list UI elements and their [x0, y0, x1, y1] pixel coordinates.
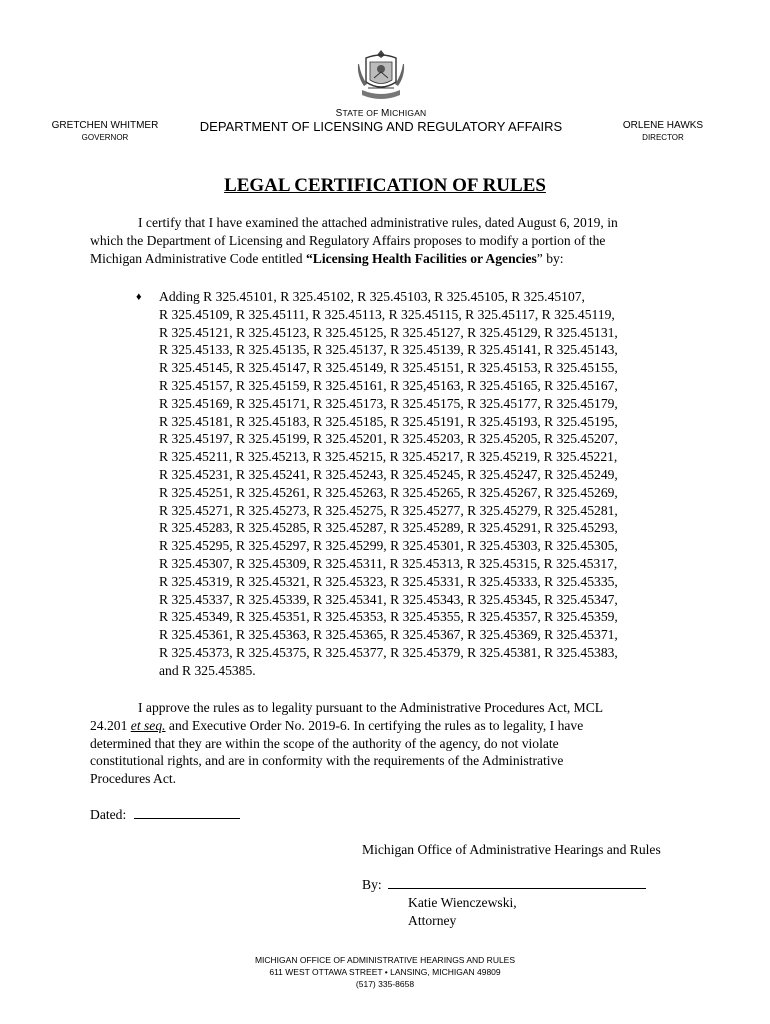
footer-office: MICHIGAN OFFICE OF ADMINISTRATIVE HEARINGS AND RULES [254, 955, 516, 965]
footer-address: 611 WEST OTTAWA STREET • LANSING, MICHIGAN 49809 [269, 967, 501, 977]
rules-line: R 325.45197, R 325.45199, R 325.45201, R 325.45203, R 325.45205, R 325.45207, [159, 431, 618, 447]
approve-line-5: Procedures Act. [90, 771, 177, 787]
certify-line-3: Michigan Administrative Code entitled “Licensing Health Facilities or Agencies” by: [90, 250, 564, 266]
rules-line: R 325.45251, R 325.45261, R 325.45263, R 325.45265, R 325.45267, R 325.45269, [159, 484, 618, 500]
rules-line: R 325.45109, R 325.45111, R 325.45113, R 325.45115, R 325.45117, R 325.45119, [159, 306, 615, 322]
document-title: LEGAL CERTIFICATION OF RULES [224, 175, 546, 196]
rules-line: and R 325.45385. [159, 662, 256, 678]
certify-paragraph [90, 214, 680, 267]
governor-title: GOVERNOR [81, 133, 129, 142]
signer-title: Attorney [408, 913, 457, 928]
rules-line: R 325.45133, R 325.45135, R 325.45137, R 325.45139, R 325.45141, R 325.45143, [159, 342, 618, 358]
rules-line: R 325.45319, R 325.45321, R 325.45323, R 325.45331, R 325.45333, R 325.45335, [159, 573, 618, 589]
rules-line: R 325.45181, R 325.45183, R 325.45185, R 325.45191, R 325.45193, R 325.45195, [159, 413, 618, 429]
state-of-michigan: STATE OF MICHIGAN [335, 108, 427, 119]
rules-line: R 325.45361, R 325.45363, R 325.45365, R 325.45367, R 325.45369, R 325.45371, [159, 627, 618, 643]
certify-line-1: I certify that I have examined the attached administrative rules, dated August 6, 2019, in [138, 215, 618, 230]
rules-line: R 325.45157, R 325.45159, R 325.45161, R 325,45163, R 325.45165, R 325.45167, [159, 377, 618, 393]
et-seq: et seq. [130, 717, 166, 733]
dated-label: Dated: [90, 807, 127, 822]
office-name: Michigan Office of Administrative Hearings and Rules [362, 842, 661, 857]
signer-name: Katie Wienczewski, [408, 895, 517, 910]
certify-line-2: which the Department of Licensing and Regulatory Affairs proposes to modify a portion of the [90, 232, 606, 248]
rules-line: R 325.45337, R 325.45339, R 325.45341, R 325.45343, R 325.45345, R 325.45347, [159, 591, 618, 607]
rules-line: R 325.45307, R 325.45309, R 325.45311, R 325.45313, R 325.45315, R 325.45317, [159, 555, 618, 571]
rules-line: R 325.45145, R 325.45147, R 325.45149, R 325.45151, R 325.45153, R 325.45155, [159, 360, 618, 376]
rules-line: R 325.45271, R 325.45273, R 325.45275, R 325.45277, R 325.45279, R 325.45281, [159, 502, 618, 518]
rules-line: R 325.45349, R 325.45351, R 325.45353, R 325.45355, R 325.45357, R 325.45359, [159, 609, 618, 625]
footer-phone: (517) 335-8658 [355, 979, 415, 989]
rules-list [159, 288, 679, 680]
rules-line: Adding R 325.45101, R 325.45102, R 325.45103, R 325.45105, R 325.45107, [159, 289, 585, 304]
rules-line: R 325.45373, R 325.45375, R 325.45377, R 325.45379, R 325.45381, R 325.45383, [159, 644, 618, 660]
rules-line: R 325.45231, R 325.45241, R 325.45243, R 325.45245, R 325.45247, R 325.45249, [159, 466, 618, 482]
by-label: By: [362, 877, 382, 892]
signature-field [362, 876, 646, 893]
director-title: DIRECTOR [642, 133, 684, 142]
rules-line: R 325.45121, R 325.45123, R 325.45125, R 325.45127, R 325.45129, R 325.45131, [159, 324, 618, 340]
diamond-bullet-icon: ♦ [136, 291, 142, 303]
rules-line: R 325.45295, R 325.45297, R 325.45299, R 325.45301, R 325.45303, R 325.45305, [159, 538, 618, 554]
dated-field [90, 806, 240, 823]
approve-line-4: constitutional rights, and are in conformity with the requirements of the Administrative [90, 753, 564, 769]
director-name: ORLENE HAWKS [622, 120, 704, 131]
state-seal-icon [356, 48, 406, 104]
approve-line-2: 24.201 et seq. and Executive Order No. 2019-6. In certifying the rules as to legality, I have [90, 717, 584, 733]
dated-blank-line [134, 806, 240, 819]
rules-line: R 325.45169, R 325.45171, R 325.45173, R 325.45175, R 325.45177, R 325.45179, [159, 395, 618, 411]
governor-name: GRETCHEN WHITMER [51, 120, 159, 131]
department-name: DEPARTMENT OF LICENSING AND REGULATORY AFFAIRS [199, 119, 563, 134]
approval-paragraph [90, 699, 680, 788]
rules-line: R 325.45283, R 325.45285, R 325.45287, R 325.45289, R 325.45291, R 325.45293, [159, 520, 618, 536]
rules-line: R 325.45211, R 325.45213, R 325.45215, R 325.45217, R 325.45219, R 325.45221, [159, 449, 618, 465]
signature-line [388, 876, 646, 889]
approve-line-1: I approve the rules as to legality pursuant to the Administrative Procedures Act, MCL [138, 700, 604, 715]
approve-line-3: determined that they are within the scope of the authority of the agency, do not violate [90, 735, 559, 751]
publication-title: “Licensing Health Facilities or Agencies [305, 250, 537, 266]
